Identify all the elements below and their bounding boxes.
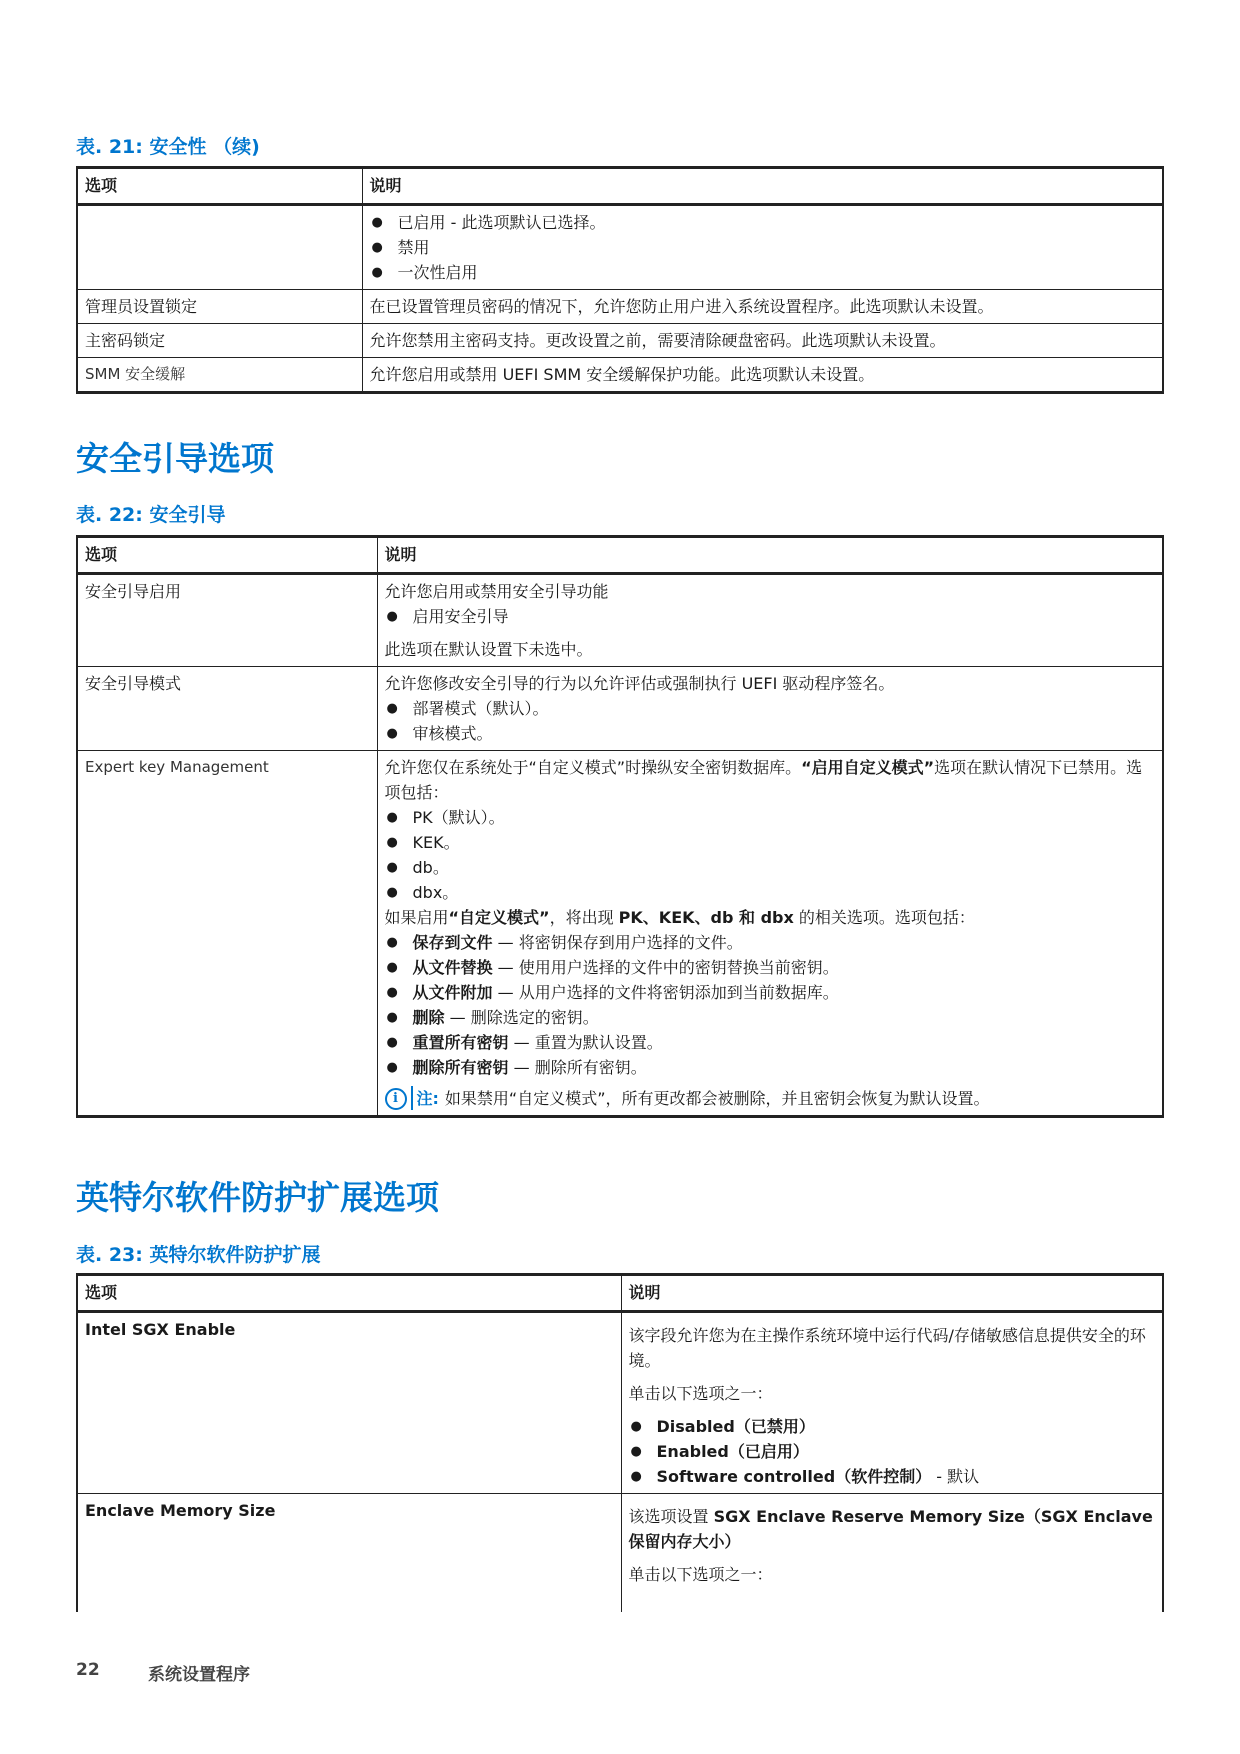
list-item	[629, 1439, 1156, 1464]
bold-span: “自定义模式”	[448, 908, 550, 927]
description-cell	[621, 1494, 1163, 1613]
description-text: 允许您启用或禁用安全引导功能	[384, 582, 609, 601]
bullet-list	[385, 696, 1156, 746]
bold-span: 重置所有密钥	[412, 1033, 509, 1052]
click-instruction: 单击以下选项之一：	[628, 1565, 773, 1584]
table-row	[77, 1494, 1163, 1613]
bold-span: 删除所有密钥	[412, 1058, 509, 1077]
description-cell	[377, 574, 1163, 667]
table-row	[77, 290, 1163, 324]
table-row	[77, 667, 1163, 751]
list-item: ● 禁用	[370, 235, 1156, 260]
option-cell: Enclave Memory Size	[77, 1494, 621, 1613]
bullet-list	[385, 805, 1156, 905]
table-21-caption: 表. 21: 安全性 （续)	[76, 136, 260, 158]
col-header-description: 说明	[362, 168, 1163, 205]
list-item: ● dbx。	[385, 880, 1156, 905]
list-item: ● 已启用 - 此选项默认已选择。	[370, 210, 1156, 235]
option-cell: Expert key Management	[77, 751, 377, 1117]
text-span: — 使用用户选择的文件中的密钥替换当前密钥。	[492, 958, 839, 977]
bold-span: 从文件附加	[412, 983, 493, 1002]
list-item: ● 部署模式（默认）。	[385, 696, 1156, 721]
bold-span: Disabled（已禁用）	[656, 1417, 815, 1436]
sgx-table	[76, 1273, 1164, 1612]
text-span: — 从用户选择的文件将密钥添加到当前数据库。	[492, 983, 839, 1002]
text-span: - 默认	[931, 1467, 980, 1486]
security-table-continued	[76, 166, 1164, 394]
note-divider	[411, 1086, 413, 1110]
table-23-caption: 表. 23: 英特尔软件防护扩展	[76, 1244, 321, 1266]
option-cell: Intel SGX Enable	[77, 1312, 621, 1494]
description-cell	[377, 667, 1163, 751]
bullet-list	[629, 1414, 1156, 1489]
secure-boot-heading: 安全引导选项	[76, 439, 274, 478]
bold-span: Software controlled（软件控制）	[656, 1467, 932, 1486]
default-note: 此选项在默认设置下未选中。	[384, 640, 593, 659]
note-label: 注:	[416, 1089, 439, 1108]
footer-title: 系统设置程序	[148, 1665, 250, 1685]
bold-span: 保存到文件	[412, 933, 493, 952]
note-box	[385, 1086, 1156, 1111]
list-item	[629, 1464, 1156, 1489]
text-span: — 删除所有密钥。	[508, 1058, 647, 1077]
list-item	[385, 1005, 1156, 1030]
description-text: 允许您修改安全引导的行为以允许评估或强制执行 UEFI 驱动程序签名。	[384, 674, 895, 693]
table-row	[77, 358, 1163, 393]
text-span: 如果启用	[384, 908, 449, 927]
text-span: ，将出现	[549, 908, 614, 927]
action-list	[385, 930, 1156, 1080]
bold-span: “启用自定义模式”	[801, 758, 935, 777]
table-row	[77, 324, 1163, 358]
text-span: 允许您仅在系统处于“自定义模式”时操纵安全密钥数据库。	[384, 758, 802, 777]
option-cell: 管理员设置锁定	[77, 290, 362, 324]
description-cell	[377, 751, 1163, 1117]
list-item: ● PK（默认）。	[385, 805, 1156, 830]
table-row	[77, 751, 1163, 1117]
option-cell: 安全引导模式	[77, 667, 377, 751]
col-header-description: 说明	[621, 1275, 1163, 1312]
description-cell: 在已设置管理员密码的情况下，允许您防止用户进入系统设置程序。此选项默认未设置。	[362, 290, 1163, 324]
list-item	[629, 1414, 1156, 1439]
list-item: ● 审核模式。	[385, 721, 1156, 746]
text-span: — 重置为默认设置。	[508, 1033, 663, 1052]
text-span: 的相关选项。选项包括：	[798, 908, 975, 927]
list-item	[385, 955, 1156, 980]
list-item	[385, 930, 1156, 955]
description-text: 该字段允许您为在主操作系统环境中运行代码/存储敏感信息提供安全的环境。	[628, 1326, 1146, 1370]
custom-mode-text	[385, 905, 1156, 930]
text-span: — 删除选定的密钥。	[444, 1008, 599, 1027]
bold-span: PK、KEK、db 和 dbx	[618, 908, 794, 927]
list-item: ● KEK。	[385, 830, 1156, 855]
bold-span: 删除	[412, 1008, 445, 1027]
list-item: ● 启用安全引导	[385, 604, 1156, 629]
list-item	[385, 980, 1156, 1005]
col-header-description: 说明	[377, 537, 1163, 574]
bold-span: SGX Enclave Reserve Memory Size（SGX Enclave 保留内存大小）	[628, 1507, 1153, 1551]
list-item: ● 一次性启用	[370, 260, 1156, 285]
text-span: 选项在默认情况下已禁用。选项包括：	[384, 758, 1143, 802]
description-cell: 允许您启用或禁用 UEFI SMM 安全缓解保护功能。此选项默认未设置。	[362, 358, 1163, 393]
table-22-caption: 表. 22: 安全引导	[76, 504, 226, 526]
list-item	[385, 1030, 1156, 1055]
col-header-option: 选项	[77, 168, 362, 205]
note-text: 如果禁用“自定义模式”，所有更改都会被删除，并且密钥会恢复为默认设置。	[444, 1089, 990, 1108]
text-span: 该选项设置	[628, 1507, 709, 1526]
option-cell: 安全引导启用	[77, 574, 377, 667]
text-span: — 将密钥保存到用户选择的文件。	[492, 933, 743, 952]
bold-span: Enabled（已启用）	[656, 1442, 809, 1461]
table-row	[77, 1312, 1163, 1494]
list-item: ● db。	[385, 855, 1156, 880]
table-cell	[77, 205, 362, 290]
page-number: 22	[76, 1660, 100, 1680]
description-text	[629, 1504, 1156, 1554]
bullet-list	[385, 604, 1156, 629]
option-cell: 主密码锁定	[77, 324, 362, 358]
col-header-option: 选项	[77, 537, 377, 574]
description-cell: 允许您禁用主密码支持。更改设置之前，需要清除硬盘密码。此选项默认未设置。	[362, 324, 1163, 358]
table-row	[77, 574, 1163, 667]
click-instruction: 单击以下选项之一：	[628, 1384, 773, 1403]
list-item	[385, 1055, 1156, 1080]
option-cell: SMM 安全缓解	[77, 358, 362, 393]
description-text	[385, 755, 1156, 805]
table-cell	[362, 205, 1163, 290]
description-cell	[621, 1312, 1163, 1494]
sgx-heading: 英特尔软件防护扩展选项	[76, 1178, 439, 1217]
bullet-list	[370, 210, 1156, 285]
bold-span: 从文件替换	[412, 958, 493, 977]
col-header-option: 选项	[77, 1275, 621, 1312]
secure-boot-table	[76, 535, 1164, 1118]
info-icon: i	[385, 1088, 407, 1110]
